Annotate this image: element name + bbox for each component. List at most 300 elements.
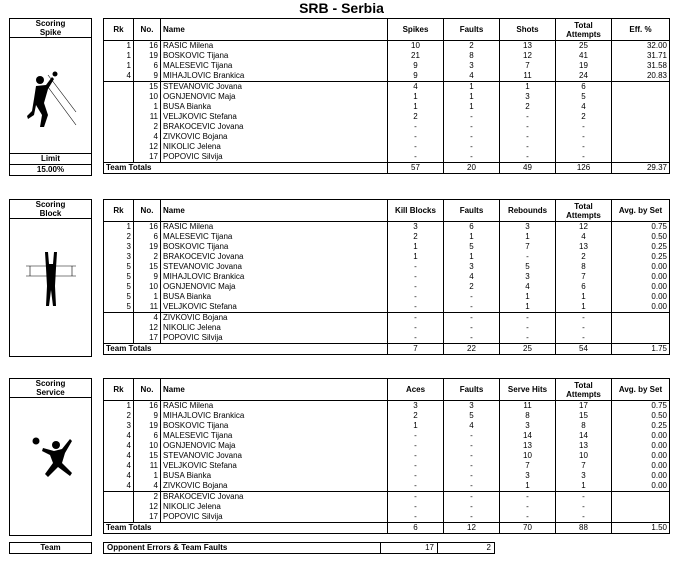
table-cell: 20.83: [612, 71, 670, 82]
table-cell: -: [556, 152, 612, 163]
table-row: [104, 272, 670, 282]
table-cell: 3: [444, 401, 500, 412]
team-totals-value: 12: [444, 523, 500, 534]
table-cell: 3: [104, 242, 134, 252]
table-cell: 3: [104, 421, 134, 431]
table-cell: MIHAJLOVIC Brankica: [161, 411, 388, 421]
table-cell: 3: [500, 222, 556, 233]
table-cell: -: [388, 512, 444, 523]
table-cell: -: [444, 502, 500, 512]
table-cell: -: [388, 302, 444, 313]
spike-player-icon: [18, 67, 84, 137]
table-cell: -: [444, 152, 500, 163]
table-row: [104, 461, 670, 471]
table-cell: -: [500, 142, 556, 152]
table-cell: 5: [104, 292, 134, 302]
table-cell: 2: [134, 122, 161, 132]
table-cell: 4: [104, 461, 134, 471]
table-cell: 14: [556, 431, 612, 441]
table-row: [104, 492, 670, 503]
table-cell: 3: [388, 222, 444, 233]
table-cell: -: [388, 333, 444, 344]
table-cell: 3: [388, 401, 444, 412]
table-cell: -: [556, 132, 612, 142]
table-cell: 1: [388, 242, 444, 252]
col-faults: Faults: [444, 200, 500, 222]
table-cell: 14: [500, 431, 556, 441]
col-faults: Faults: [444, 379, 500, 401]
table-cell: BRAKOCEVIC Jovana: [161, 122, 388, 132]
table-cell: -: [388, 132, 444, 142]
col-serve-hits: Serve Hits: [500, 379, 556, 401]
table-cell: -: [556, 323, 612, 333]
table-cell: 8: [556, 421, 612, 431]
spike-limit: [10, 153, 91, 175]
spike-body: [104, 41, 670, 174]
table-cell: 12: [134, 323, 161, 333]
table-cell: 2: [444, 41, 500, 52]
table-cell: 5: [444, 411, 500, 421]
table-cell: 19: [134, 51, 161, 61]
table-cell: 4: [104, 471, 134, 481]
opp-value-1: 17: [381, 543, 438, 554]
team-totals-value: 49: [500, 163, 556, 174]
spike-header-row: [104, 19, 670, 41]
team-label: Team: [9, 542, 92, 554]
table-cell: -: [388, 152, 444, 163]
table-cell: 2: [134, 252, 161, 262]
table-cell: -: [500, 252, 556, 262]
table-cell: 15: [134, 451, 161, 461]
table-cell: 4: [444, 272, 500, 282]
table-cell: 0.00: [612, 302, 670, 313]
service-table: [103, 378, 670, 534]
table-cell: [612, 152, 670, 163]
table-cell: STEVANOVIC Jovana: [161, 451, 388, 461]
table-cell: 0.25: [612, 421, 670, 431]
table-row: [104, 451, 670, 461]
table-cell: 0.50: [612, 411, 670, 421]
table-cell: 8: [556, 262, 612, 272]
col-total-attempts: Total Attempts: [556, 200, 612, 222]
spike-side-panel: [9, 18, 92, 176]
table-cell: NIKOLIC Jelena: [161, 142, 388, 152]
table-cell: 9: [388, 71, 444, 82]
table-cell: -: [388, 313, 444, 324]
table-cell: 10: [134, 441, 161, 451]
table-cell: 1: [104, 222, 134, 233]
table-cell: ZIVKOVIC Bojana: [161, 132, 388, 142]
table-cell: -: [444, 142, 500, 152]
table-cell: 9: [134, 71, 161, 82]
limit-label: Limit: [40, 154, 61, 163]
table-cell: [104, 142, 134, 152]
table-cell: NIKOLIC Jelena: [161, 502, 388, 512]
block-body: [104, 222, 670, 355]
table-cell: BUSA Bianka: [161, 471, 388, 481]
table-cell: -: [388, 441, 444, 451]
table-cell: 2: [556, 112, 612, 122]
table-cell: [612, 333, 670, 344]
table-cell: 1: [500, 302, 556, 313]
table-cell: -: [444, 481, 500, 492]
table-cell: 4: [444, 71, 500, 82]
col-rk: Rk: [104, 19, 134, 41]
table-cell: ZIVKOVIC Bojana: [161, 481, 388, 492]
table-cell: 2: [104, 411, 134, 421]
col-spikes: Spikes: [388, 19, 444, 41]
table-cell: 25: [556, 41, 612, 52]
table-cell: VELJKOVIC Stefana: [161, 112, 388, 122]
table-cell: 4: [104, 71, 134, 82]
table-row: [104, 252, 670, 262]
table-cell: 10: [500, 451, 556, 461]
table-cell: 3: [444, 61, 500, 71]
table-cell: 1: [444, 82, 500, 93]
table-cell: 9: [388, 61, 444, 71]
table-cell: 6: [444, 222, 500, 233]
table-cell: 1: [104, 61, 134, 71]
table-row: [104, 411, 670, 421]
table-cell: OGNJENOVIC Maja: [161, 282, 388, 292]
table-cell: 1: [500, 292, 556, 302]
table-cell: 4: [104, 441, 134, 451]
table-cell: 7: [500, 242, 556, 252]
table-cell: BOSKOVIC Tijana: [161, 51, 388, 61]
table-cell: [104, 102, 134, 112]
table-cell: -: [500, 132, 556, 142]
table-cell: 11: [134, 461, 161, 471]
team-totals-value: 57: [388, 163, 444, 174]
table-cell: 32.00: [612, 41, 670, 52]
table-row: [104, 142, 670, 152]
table-cell: 1: [104, 51, 134, 61]
service-body: [104, 401, 670, 534]
table-cell: -: [500, 502, 556, 512]
table-cell: NIKOLIC Jelena: [161, 323, 388, 333]
table-row: [104, 41, 670, 52]
table-cell: 0.00: [612, 262, 670, 272]
table-cell: -: [556, 313, 612, 324]
table-cell: 5: [444, 242, 500, 252]
table-cell: [104, 492, 134, 503]
table-cell: 13: [556, 242, 612, 252]
table-cell: -: [500, 122, 556, 132]
table-cell: [104, 82, 134, 93]
table-cell: -: [444, 471, 500, 481]
table-cell: 9: [134, 272, 161, 282]
table-cell: RASIC Milena: [161, 401, 388, 412]
table-cell: 6: [556, 282, 612, 292]
block-header-row: [104, 200, 670, 222]
table-cell: 2: [134, 492, 161, 503]
table-cell: 17: [134, 512, 161, 523]
table-cell: [104, 512, 134, 523]
table-cell: -: [500, 333, 556, 344]
table-cell: BOSKOVIC Tijana: [161, 242, 388, 252]
table-cell: RASIC Milena: [161, 222, 388, 233]
table-cell: -: [444, 431, 500, 441]
table-cell: -: [556, 492, 612, 503]
col-rebounds: Rebounds: [500, 200, 556, 222]
team-totals-label: Team Totals: [104, 344, 388, 355]
table-cell: [612, 512, 670, 523]
table-cell: 3: [500, 272, 556, 282]
col-avg: Avg. by Set: [612, 200, 670, 222]
table-cell: 11: [500, 71, 556, 82]
col-shots: Shots: [500, 19, 556, 41]
table-cell: 2: [444, 282, 500, 292]
table-cell: 6: [134, 232, 161, 242]
table-cell: -: [444, 323, 500, 333]
team-totals-value: 1.75: [612, 344, 670, 355]
table-row: [104, 421, 670, 431]
table-cell: 3: [500, 92, 556, 102]
table-cell: [612, 92, 670, 102]
table-cell: 17: [556, 401, 612, 412]
team-totals-value: 70: [500, 523, 556, 534]
table-cell: 0.00: [612, 282, 670, 292]
table-cell: [612, 132, 670, 142]
spike-label-scoring: Scoring: [35, 19, 66, 28]
col-name: Name: [161, 200, 388, 222]
table-cell: 7: [556, 272, 612, 282]
team-totals-value: 88: [556, 523, 612, 534]
table-cell: MIHAJLOVIC Brankica: [161, 71, 388, 82]
table-cell: 0.75: [612, 401, 670, 412]
table-cell: 1: [444, 252, 500, 262]
table-cell: 2: [388, 411, 444, 421]
team-totals-label: Team Totals: [104, 523, 388, 534]
table-cell: BUSA Bianka: [161, 292, 388, 302]
table-cell: VELJKOVIC Stefana: [161, 302, 388, 313]
table-cell: -: [500, 512, 556, 523]
team-totals-row: [104, 523, 670, 534]
col-aces: Aces: [388, 379, 444, 401]
table-cell: 1: [388, 252, 444, 262]
table-cell: 3: [444, 262, 500, 272]
table-cell: 13: [500, 41, 556, 52]
table-cell: 3: [500, 421, 556, 431]
team-totals-value: 7: [388, 344, 444, 355]
table-cell: 0.00: [612, 481, 670, 492]
table-cell: OGNJENOVIC Maja: [161, 92, 388, 102]
table-row: [104, 512, 670, 523]
table-row: [104, 152, 670, 163]
table-cell: 1: [444, 102, 500, 112]
table-cell: 4: [388, 82, 444, 93]
table-cell: 8: [500, 411, 556, 421]
table-cell: 0.25: [612, 252, 670, 262]
table-cell: 31.71: [612, 51, 670, 61]
table-cell: -: [556, 333, 612, 344]
table-cell: 1: [134, 471, 161, 481]
table-row: [104, 122, 670, 132]
block-table: [103, 199, 670, 355]
table-cell: 6: [134, 61, 161, 71]
table-cell: 1: [388, 102, 444, 112]
table-cell: 12: [134, 142, 161, 152]
col-rk: Rk: [104, 379, 134, 401]
table-cell: MIHAJLOVIC Brankica: [161, 272, 388, 282]
limit-value: 15.00%: [10, 164, 91, 175]
table-cell: 13: [500, 441, 556, 451]
table-cell: 2: [104, 232, 134, 242]
table-row: [104, 242, 670, 252]
table-cell: -: [500, 323, 556, 333]
table-cell: -: [388, 142, 444, 152]
col-rk: Rk: [104, 200, 134, 222]
table-cell: -: [500, 492, 556, 503]
table-cell: -: [444, 112, 500, 122]
table-cell: 1: [388, 92, 444, 102]
opp-label: Opponent Errors & Team Faults: [104, 543, 381, 554]
table-cell: -: [444, 512, 500, 523]
table-cell: 2: [500, 102, 556, 112]
table-row: [104, 302, 670, 313]
table-cell: 2: [388, 232, 444, 242]
table-cell: BRAKOCEVIC Jovana: [161, 492, 388, 503]
table-cell: -: [500, 112, 556, 122]
table-cell: -: [388, 323, 444, 333]
table-cell: [104, 92, 134, 102]
table-cell: 15: [556, 411, 612, 421]
table-cell: [104, 313, 134, 324]
service-header-row: [104, 379, 670, 401]
table-cell: [104, 502, 134, 512]
table-row: [104, 92, 670, 102]
table-row: [104, 232, 670, 242]
col-eff: Eff. %: [612, 19, 670, 41]
table-cell: [612, 492, 670, 503]
table-cell: 3: [556, 471, 612, 481]
table-cell: 19: [556, 61, 612, 71]
table-cell: -: [444, 441, 500, 451]
table-cell: -: [500, 313, 556, 324]
team-totals-label: Team Totals: [104, 163, 388, 174]
table-cell: 41: [556, 51, 612, 61]
table-cell: 16: [134, 401, 161, 412]
table-cell: 1: [556, 302, 612, 313]
team-totals-value: 54: [556, 344, 612, 355]
table-cell: 0.25: [612, 242, 670, 252]
table-cell: 12: [134, 502, 161, 512]
table-cell: 2: [388, 112, 444, 122]
table-cell: 1: [556, 481, 612, 492]
block-label-skill: Block: [10, 209, 91, 219]
table-cell: 3: [500, 471, 556, 481]
table-cell: -: [444, 461, 500, 471]
table-cell: 10: [134, 282, 161, 292]
table-cell: STEVANOVIC Jovana: [161, 82, 388, 93]
table-cell: 12: [556, 222, 612, 233]
table-cell: 5: [104, 282, 134, 292]
table-row: [104, 431, 670, 441]
table-cell: POPOVIC Silvija: [161, 152, 388, 163]
table-cell: 17: [134, 333, 161, 344]
table-cell: 4: [134, 132, 161, 142]
table-cell: 5: [104, 262, 134, 272]
table-cell: -: [388, 461, 444, 471]
table-cell: 1: [500, 82, 556, 93]
table-cell: 6: [134, 431, 161, 441]
table-cell: POPOVIC Silvija: [161, 333, 388, 344]
table-cell: 21: [388, 51, 444, 61]
table-cell: 5: [104, 272, 134, 282]
table-cell: MALESEVIC Tijana: [161, 431, 388, 441]
table-cell: 4: [134, 481, 161, 492]
table-cell: 1: [500, 232, 556, 242]
table-cell: 12: [500, 51, 556, 61]
table-cell: 1: [104, 41, 134, 52]
table-cell: BOSKOVIC Tijana: [161, 421, 388, 431]
table-cell: [104, 323, 134, 333]
table-row: [104, 102, 670, 112]
table-cell: 7: [500, 461, 556, 471]
table-cell: [104, 112, 134, 122]
table-row: [104, 471, 670, 481]
table-cell: 24: [556, 71, 612, 82]
table-cell: 0.00: [612, 431, 670, 441]
table-cell: -: [388, 492, 444, 503]
table-cell: 7: [556, 461, 612, 471]
team-totals-value: 1.50: [612, 523, 670, 534]
table-cell: -: [388, 471, 444, 481]
table-cell: -: [556, 502, 612, 512]
table-cell: -: [500, 152, 556, 163]
table-cell: 5: [500, 262, 556, 272]
table-cell: [612, 102, 670, 112]
table-cell: -: [556, 142, 612, 152]
col-name: Name: [161, 379, 388, 401]
col-avg: Avg. by Set: [612, 379, 670, 401]
table-cell: 10: [388, 41, 444, 52]
table-row: [104, 502, 670, 512]
table-cell: 4: [444, 421, 500, 431]
col-no: No.: [134, 379, 161, 401]
table-row: [104, 61, 670, 71]
service-side-panel: [9, 378, 92, 536]
table-cell: MALESEVIC Tijana: [161, 61, 388, 71]
team-totals-row: [104, 163, 670, 174]
team-totals-row: [104, 344, 670, 355]
service-label-skill: Service: [10, 388, 91, 398]
table-cell: RASIC Milena: [161, 41, 388, 52]
table-cell: [612, 142, 670, 152]
table-cell: -: [444, 333, 500, 344]
table-row: [104, 82, 670, 93]
table-cell: 15: [134, 82, 161, 93]
table-cell: 1: [388, 421, 444, 431]
service-label-scoring: Scoring: [35, 379, 66, 388]
table-cell: 16: [134, 41, 161, 52]
team-totals-value: 25: [500, 344, 556, 355]
table-cell: -: [388, 451, 444, 461]
table-cell: 1: [104, 401, 134, 412]
block-label-scoring: Scoring: [35, 200, 66, 209]
table-row: [104, 112, 670, 122]
table-cell: -: [556, 512, 612, 523]
spike-label-skill: Spike: [10, 28, 91, 38]
col-no: No.: [134, 200, 161, 222]
table-cell: 1: [134, 292, 161, 302]
spike-table: [103, 18, 670, 174]
table-cell: 15: [134, 262, 161, 272]
table-cell: 7: [500, 61, 556, 71]
table-cell: 11: [134, 112, 161, 122]
table-cell: 6: [556, 82, 612, 93]
table-cell: -: [556, 122, 612, 132]
